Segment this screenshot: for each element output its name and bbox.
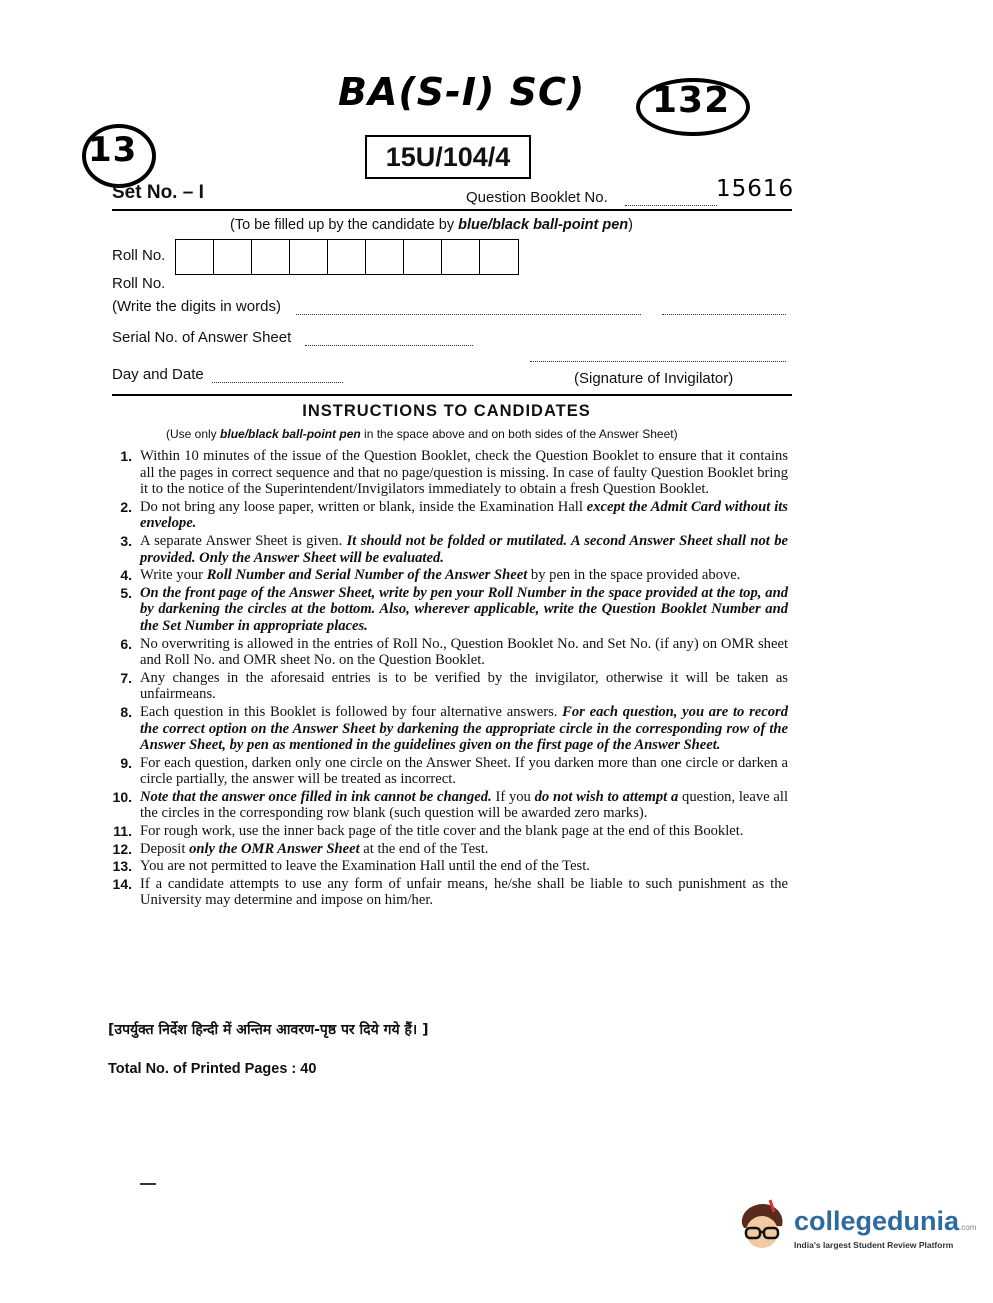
instruction-item <box>108 448 788 498</box>
instruction-number: 2. <box>120 498 132 515</box>
roll-digit-box[interactable] <box>176 240 214 274</box>
fill-note-prefix: (To be filled up by the candidate by <box>230 217 459 233</box>
instruction-item <box>108 755 788 788</box>
roll-no-label: Roll No. <box>112 247 166 264</box>
instruction-item <box>108 499 788 532</box>
instruction-text: question, leave all the circles in the corresponding row blank (such question will be awarded zero marks). <box>140 788 789 822</box>
question-booklet-label: Question Booklet No. <box>466 189 608 206</box>
instruction-number: 6. <box>120 635 132 652</box>
instruction-item <box>108 823 788 840</box>
subtitle-prefix: (Use only <box>166 427 221 441</box>
instruction-number: 1. <box>120 448 132 464</box>
fill-note <box>230 217 633 233</box>
instruction-emph: do not wish to attempt a <box>534 788 679 805</box>
fill-note-emph: blue/black ball-point pen <box>458 217 629 233</box>
instruction-number: 14. <box>112 875 132 892</box>
logo-name-text: collegedunia <box>794 1206 960 1236</box>
instruction-number: 4. <box>120 567 132 584</box>
hindi-note: [उपर्युक्त निर्देश हिन्दी में अन्तिम आवरण-पृष्ठ पर दिये गये हैं। ] <box>108 1022 429 1038</box>
instruction-item <box>108 858 788 875</box>
instructions-list <box>108 448 788 910</box>
instruction-emph: only the OMR Answer Sheet <box>189 840 360 857</box>
instruction-number: 12. <box>112 840 132 857</box>
roll-digit-box[interactable] <box>366 240 404 274</box>
instruction-emph: For each question, you are to record the correct option on the Answer Sheet by darkening the appropriate circle in the corresponding row of the Answer Sheet, by pen as mentioned in the guidelines given on the first page of the Answer Sheet. <box>140 703 788 754</box>
instruction-item <box>108 704 788 754</box>
roll-words-dots-1[interactable] <box>296 314 641 315</box>
header-rule <box>112 209 792 211</box>
logo-suffix: .com <box>959 1223 977 1232</box>
roll-digit-box[interactable] <box>328 240 366 274</box>
instruction-item <box>108 585 788 635</box>
handwritten-course-note: BA(S-I) SC) <box>338 70 586 114</box>
instruction-item <box>108 533 788 566</box>
instruction-number: 8. <box>120 703 132 720</box>
instruction-number: 7. <box>120 669 132 686</box>
instruction-text: For rough work, use the inner back page of the title cover and the blank page at the end of this Booklet. <box>140 823 744 840</box>
instruction-text: If a candidate attempts to use any form of unfair means, he/she shall be liable to such punishment as the University may determine and impose on him/her. <box>140 875 788 909</box>
logo-name <box>794 1206 976 1237</box>
mascot-icon <box>736 1198 790 1252</box>
instructions-subtitle <box>166 427 678 441</box>
roll-digit-box[interactable] <box>480 240 518 274</box>
logo-tagline: India's largest Student Review Platform <box>794 1240 954 1250</box>
fill-note-suffix: ) <box>628 217 633 233</box>
set-number: Set No. – I <box>112 182 204 203</box>
instruction-emph: Roll Number and Serial Number of the Answer Sheet <box>206 567 528 584</box>
instruction-number: 13. <box>112 858 132 875</box>
instruction-emph: On the front page of the Answer Sheet, write by pen your Roll Number in the space provided at the top, and by darkening the circles at the bottom. Also, wherever applicable, write the Question Booklet Number and the Set Number in appropriate places. <box>140 584 788 634</box>
instruction-emph: except the Admit Card without its envelope. <box>140 498 788 532</box>
serial-no-label: Serial No. of Answer Sheet <box>112 329 292 346</box>
booklet-no-dots <box>625 205 717 206</box>
paper-code-box: 15U/104/4 <box>365 135 531 179</box>
signature-label: (Signature of Invigilator) <box>574 370 734 387</box>
instruction-text: Within 10 minutes of the issue of the Question Booklet, check the Question Booklet to ensure that it contains all the pages in correct sequence and that no page/question is missing. In case of faulty Question Booklet bring it to the notice of the Superintendent/Invigilators immediately to obtain a fresh Question Booklet. <box>140 448 788 498</box>
roll-no-words-label: Roll No. <box>112 275 166 292</box>
roll-digit-box[interactable] <box>404 240 442 274</box>
roll-digit-box[interactable] <box>214 240 252 274</box>
instruction-item <box>108 876 788 909</box>
handwritten-booklet-no: 15616 <box>716 176 795 202</box>
signature-dots[interactable] <box>530 361 786 362</box>
instruction-text: For each question, darken only one circle on the Answer Sheet. If you darken more than one circle or darken a circle partially, the answer will be treated as incorrect. <box>140 754 788 788</box>
instruction-text: If you <box>491 788 535 805</box>
instruction-text: Write your <box>140 567 207 584</box>
roll-digit-box[interactable] <box>442 240 480 274</box>
instruction-item <box>108 670 788 703</box>
instruction-text: Each question in this Booklet is followed by four alternative answers. <box>140 703 563 720</box>
instruction-item <box>108 636 788 669</box>
instruction-number: 11. <box>113 823 132 840</box>
instruction-text: at the end of the Test. <box>359 840 489 857</box>
form-rule <box>112 394 792 396</box>
instruction-text: Do not bring any loose paper, written or blank, inside the Examination Hall <box>140 498 587 515</box>
roll-words-dots-2[interactable] <box>662 314 786 315</box>
instruction-text: by pen in the space provided above. <box>527 567 741 584</box>
instruction-number: 10. <box>112 788 132 805</box>
instruction-text: Deposit <box>140 840 190 857</box>
instruction-text: A separate Answer Sheet is given. <box>140 532 347 549</box>
instruction-number: 9. <box>120 754 132 771</box>
roll-digit-box[interactable] <box>252 240 290 274</box>
total-pages: Total No. of Printed Pages : 40 <box>108 1061 317 1077</box>
instruction-text: No overwriting is allowed in the entries of Roll No., Question Booklet No. and Set No. (if any) on OMR sheet and Roll No. and OMR sheet No. on the Question Booklet. <box>140 635 788 669</box>
collegedunia-logo <box>736 1196 976 1260</box>
instruction-item <box>108 567 788 584</box>
handwritten-left-number: 13 <box>88 130 138 170</box>
instruction-text: Any changes in the aforesaid entries is to be verified by the invigilator, otherwise it will be taken as unfairmeans. <box>140 669 788 703</box>
day-date-label: Day and Date <box>112 366 204 383</box>
roll-no-words-sub: (Write the digits in words) <box>112 298 281 315</box>
instructions-title: INSTRUCTIONS TO CANDIDATES <box>302 402 591 420</box>
instruction-emph: Note that the answer once filled in ink cannot be changed. <box>140 788 492 805</box>
instruction-number: 3. <box>120 532 132 549</box>
serial-no-dots[interactable] <box>305 345 473 346</box>
instruction-item <box>108 789 788 822</box>
instruction-item <box>108 841 788 858</box>
roll-digit-box[interactable] <box>290 240 328 274</box>
instruction-text: You are not permitted to leave the Examination Hall until the end of the Test. <box>140 858 590 875</box>
subtitle-emph: blue/black ball-point pen <box>220 427 361 441</box>
subtitle-suffix: in the space above and on both sides of the Answer Sheet) <box>360 427 678 441</box>
stray-dash <box>140 1183 156 1185</box>
roll-no-boxes[interactable] <box>175 239 519 275</box>
instruction-emph: It should not be folded or mutilated. A second Answer Sheet shall not be provided. Only the Answer Sheet will be evaluated. <box>140 532 788 566</box>
day-date-dots[interactable] <box>212 382 343 383</box>
handwritten-circled-number: 132 <box>652 80 731 121</box>
instruction-number: 5. <box>120 584 132 601</box>
